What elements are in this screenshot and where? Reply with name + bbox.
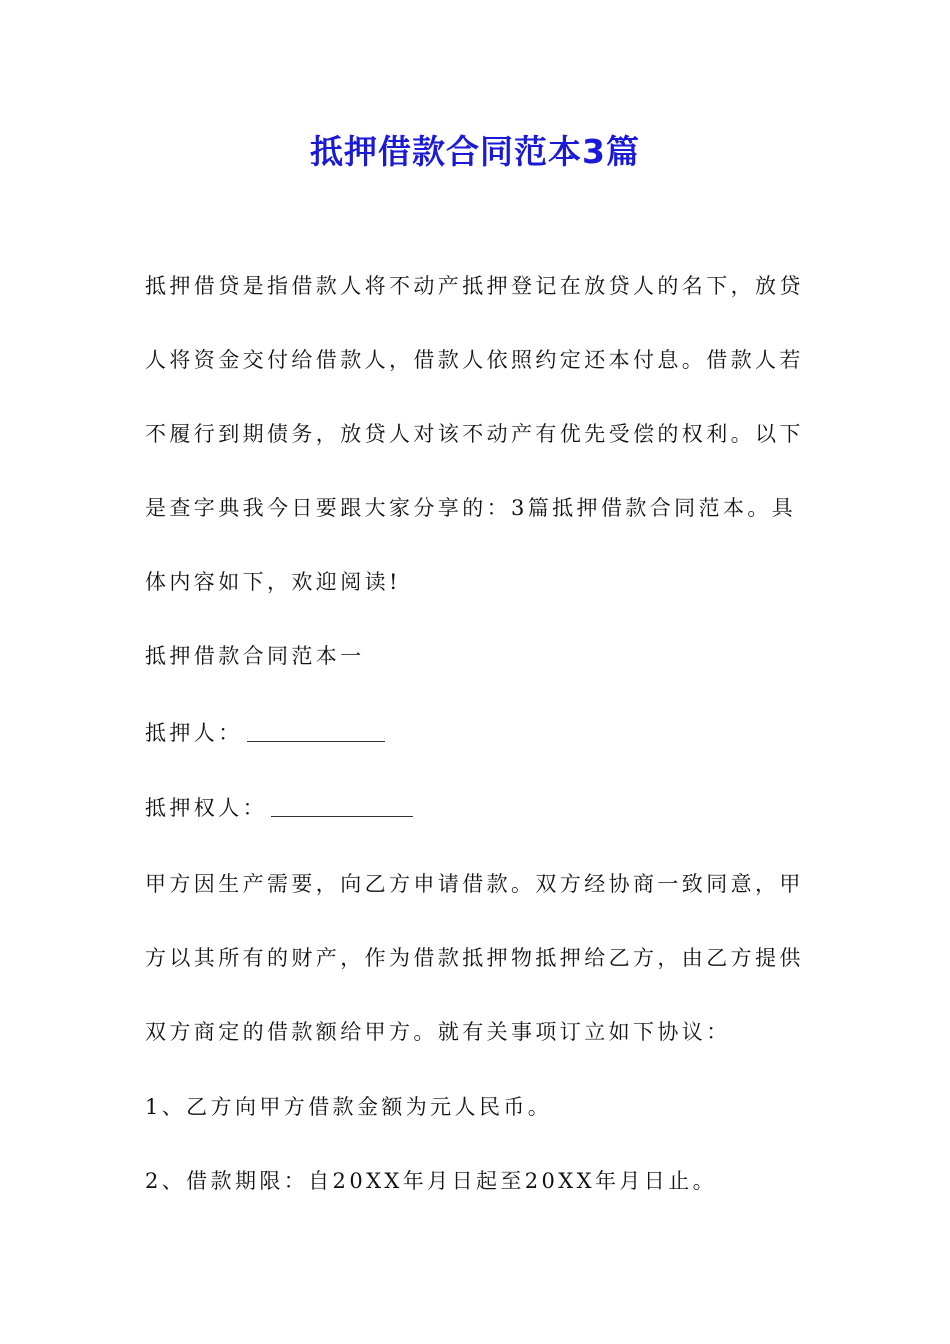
clause-2-block — [145, 1144, 810, 1218]
agreement-line: 甲方因生产需要，向乙方申请借款。双方经协商一致同意，甲 — [145, 872, 804, 896]
intro-line: 体内容如下，欢迎阅读! — [145, 570, 401, 594]
mortgagor-block — [145, 696, 810, 770]
agreement-line: 双方商定的借款额给甲方。就有关事项订立如下协议： — [145, 1020, 731, 1044]
agreement-line: 方以其所有的财产，作为借款抵押物抵押给乙方，由乙方提供 — [145, 946, 804, 970]
mortgagee-block — [145, 771, 810, 845]
document-title: 抵押借款合同范本3篇 — [310, 132, 640, 171]
section-heading: 抵押借款合同范本一 — [145, 644, 365, 668]
mortgagor-blank-line — [247, 727, 385, 742]
intro-line: 是查字典我今日要跟大家分享的：3篇抵押借款合同范本。具 — [145, 496, 797, 520]
clause-2: 2、借款期限：自20XX年月日起至20XX年月日止。 — [145, 1169, 718, 1193]
clause-1: 1、乙方向甲方借款金额为元人民币。 — [145, 1095, 553, 1119]
mortgagor-line — [145, 696, 810, 770]
clause-1-block — [145, 1070, 810, 1144]
intro-line: 不履行到期债务，放贷人对该不动产有优先受偿的权利。以下 — [145, 422, 804, 446]
mortgagee-line — [145, 771, 810, 845]
intro-line: 抵押借贷是指借款人将不动产抵押登记在放贷人的名下，放贷 — [145, 274, 804, 298]
agreement-paragraph — [145, 847, 810, 1069]
intro-line: 人将资金交付给借款人，借款人依照约定还本付息。借款人若 — [145, 348, 804, 372]
mortgagee-label: 抵押权人： — [145, 796, 267, 820]
mortgagee-blank-line — [271, 802, 413, 817]
mortgagor-label: 抵押人： — [145, 721, 243, 745]
intro-paragraph — [145, 249, 810, 619]
section-heading-block — [145, 619, 810, 693]
